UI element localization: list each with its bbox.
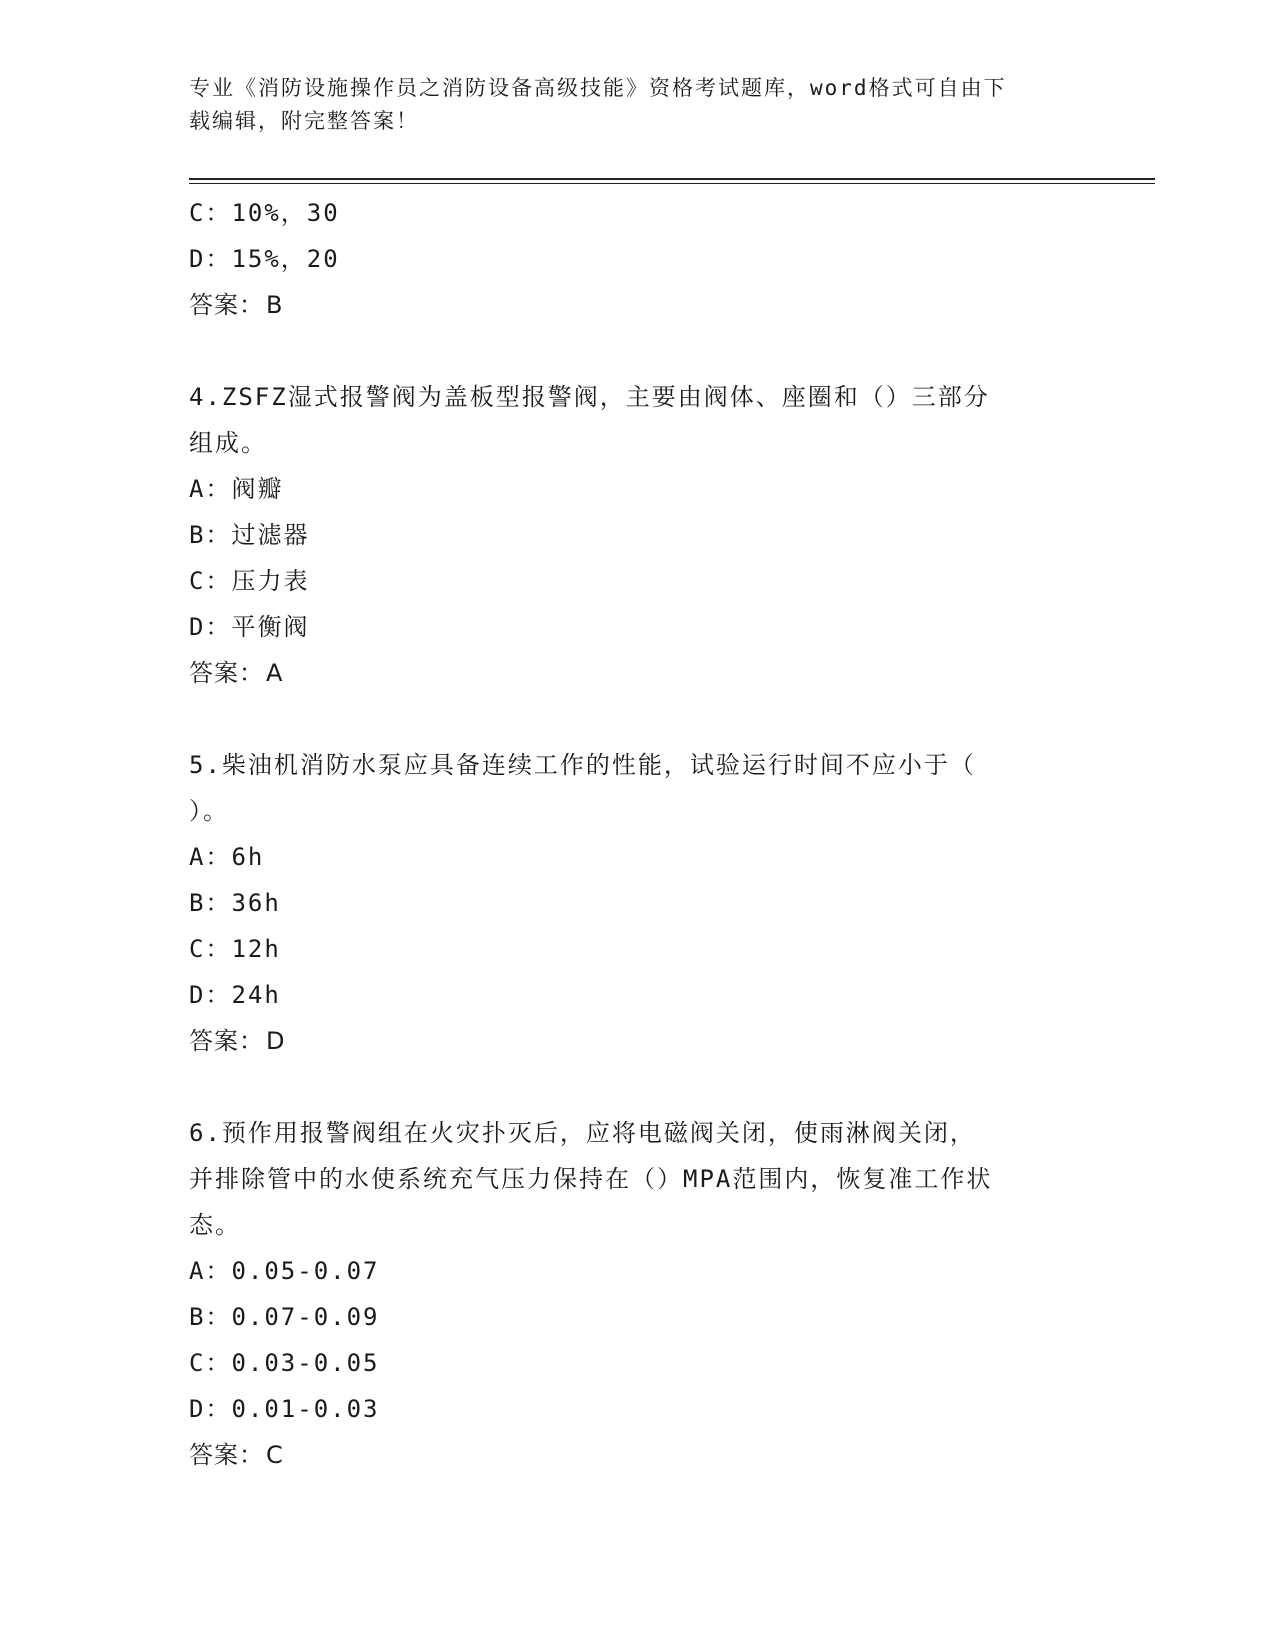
question-block-6 bbox=[189, 1110, 1089, 1478]
header-divider-thick bbox=[189, 178, 1155, 180]
answer-line: 答案：D bbox=[189, 1027, 286, 1055]
option-c: C：10%，30 bbox=[189, 199, 340, 227]
question-stem-line: ）。 bbox=[189, 797, 229, 825]
spacer bbox=[189, 1064, 1089, 1110]
spacer bbox=[189, 328, 1089, 374]
answer-line: 答案：A bbox=[189, 659, 284, 687]
option-a: A：0.05-0.07 bbox=[189, 1257, 380, 1285]
question-stem-line: 态。 bbox=[189, 1211, 241, 1239]
document-body bbox=[189, 190, 1089, 1478]
header-line-1: 专业《消防设施操作员之消防设备高级技能》资格考试题库，word格式可自由下 bbox=[189, 76, 1007, 100]
option-c: C：12h bbox=[189, 935, 281, 963]
document-header bbox=[189, 72, 1089, 138]
spacer bbox=[189, 696, 1089, 742]
question-stem-line: 6.预作用报警阀组在火灾扑灭后，应将电磁阀关闭，使雨淋阀关闭， bbox=[189, 1119, 976, 1147]
question-stem-line: 5.柴油机消防水泵应具备连续工作的性能，试验运行时间不应小于（ bbox=[189, 751, 976, 779]
question-block-3 bbox=[189, 190, 1089, 328]
header-line-2: 载编辑，附完整答案！ bbox=[189, 109, 419, 133]
option-d: D：平衡阀 bbox=[189, 613, 310, 641]
option-b: B：0.07-0.09 bbox=[189, 1303, 380, 1331]
question-block-5 bbox=[189, 742, 1089, 1064]
option-d: D：15%，20 bbox=[189, 245, 340, 273]
option-b: B：过滤器 bbox=[189, 521, 310, 549]
option-a: A：阀瓣 bbox=[189, 475, 284, 503]
answer-line: 答案：C bbox=[189, 1441, 284, 1469]
option-a: A：6h bbox=[189, 843, 265, 871]
option-b: B：36h bbox=[189, 889, 281, 917]
option-c: C：压力表 bbox=[189, 567, 310, 595]
option-c: C：0.03-0.05 bbox=[189, 1349, 380, 1377]
option-d: D：0.01-0.03 bbox=[189, 1395, 380, 1423]
question-block-4 bbox=[189, 374, 1089, 696]
header-divider-thin bbox=[189, 183, 1155, 184]
question-stem-line: 并排除管中的水使系统充气压力保持在（）MPA范围内，恢复准工作状 bbox=[189, 1165, 993, 1193]
question-stem-line: 4.ZSFZ湿式报警阀为盖板型报警阀，主要由阀体、座圈和（）三部分 bbox=[189, 383, 990, 411]
answer-line: 答案：B bbox=[189, 291, 284, 319]
question-stem-line: 组成。 bbox=[189, 429, 267, 457]
option-d: D：24h bbox=[189, 981, 281, 1009]
